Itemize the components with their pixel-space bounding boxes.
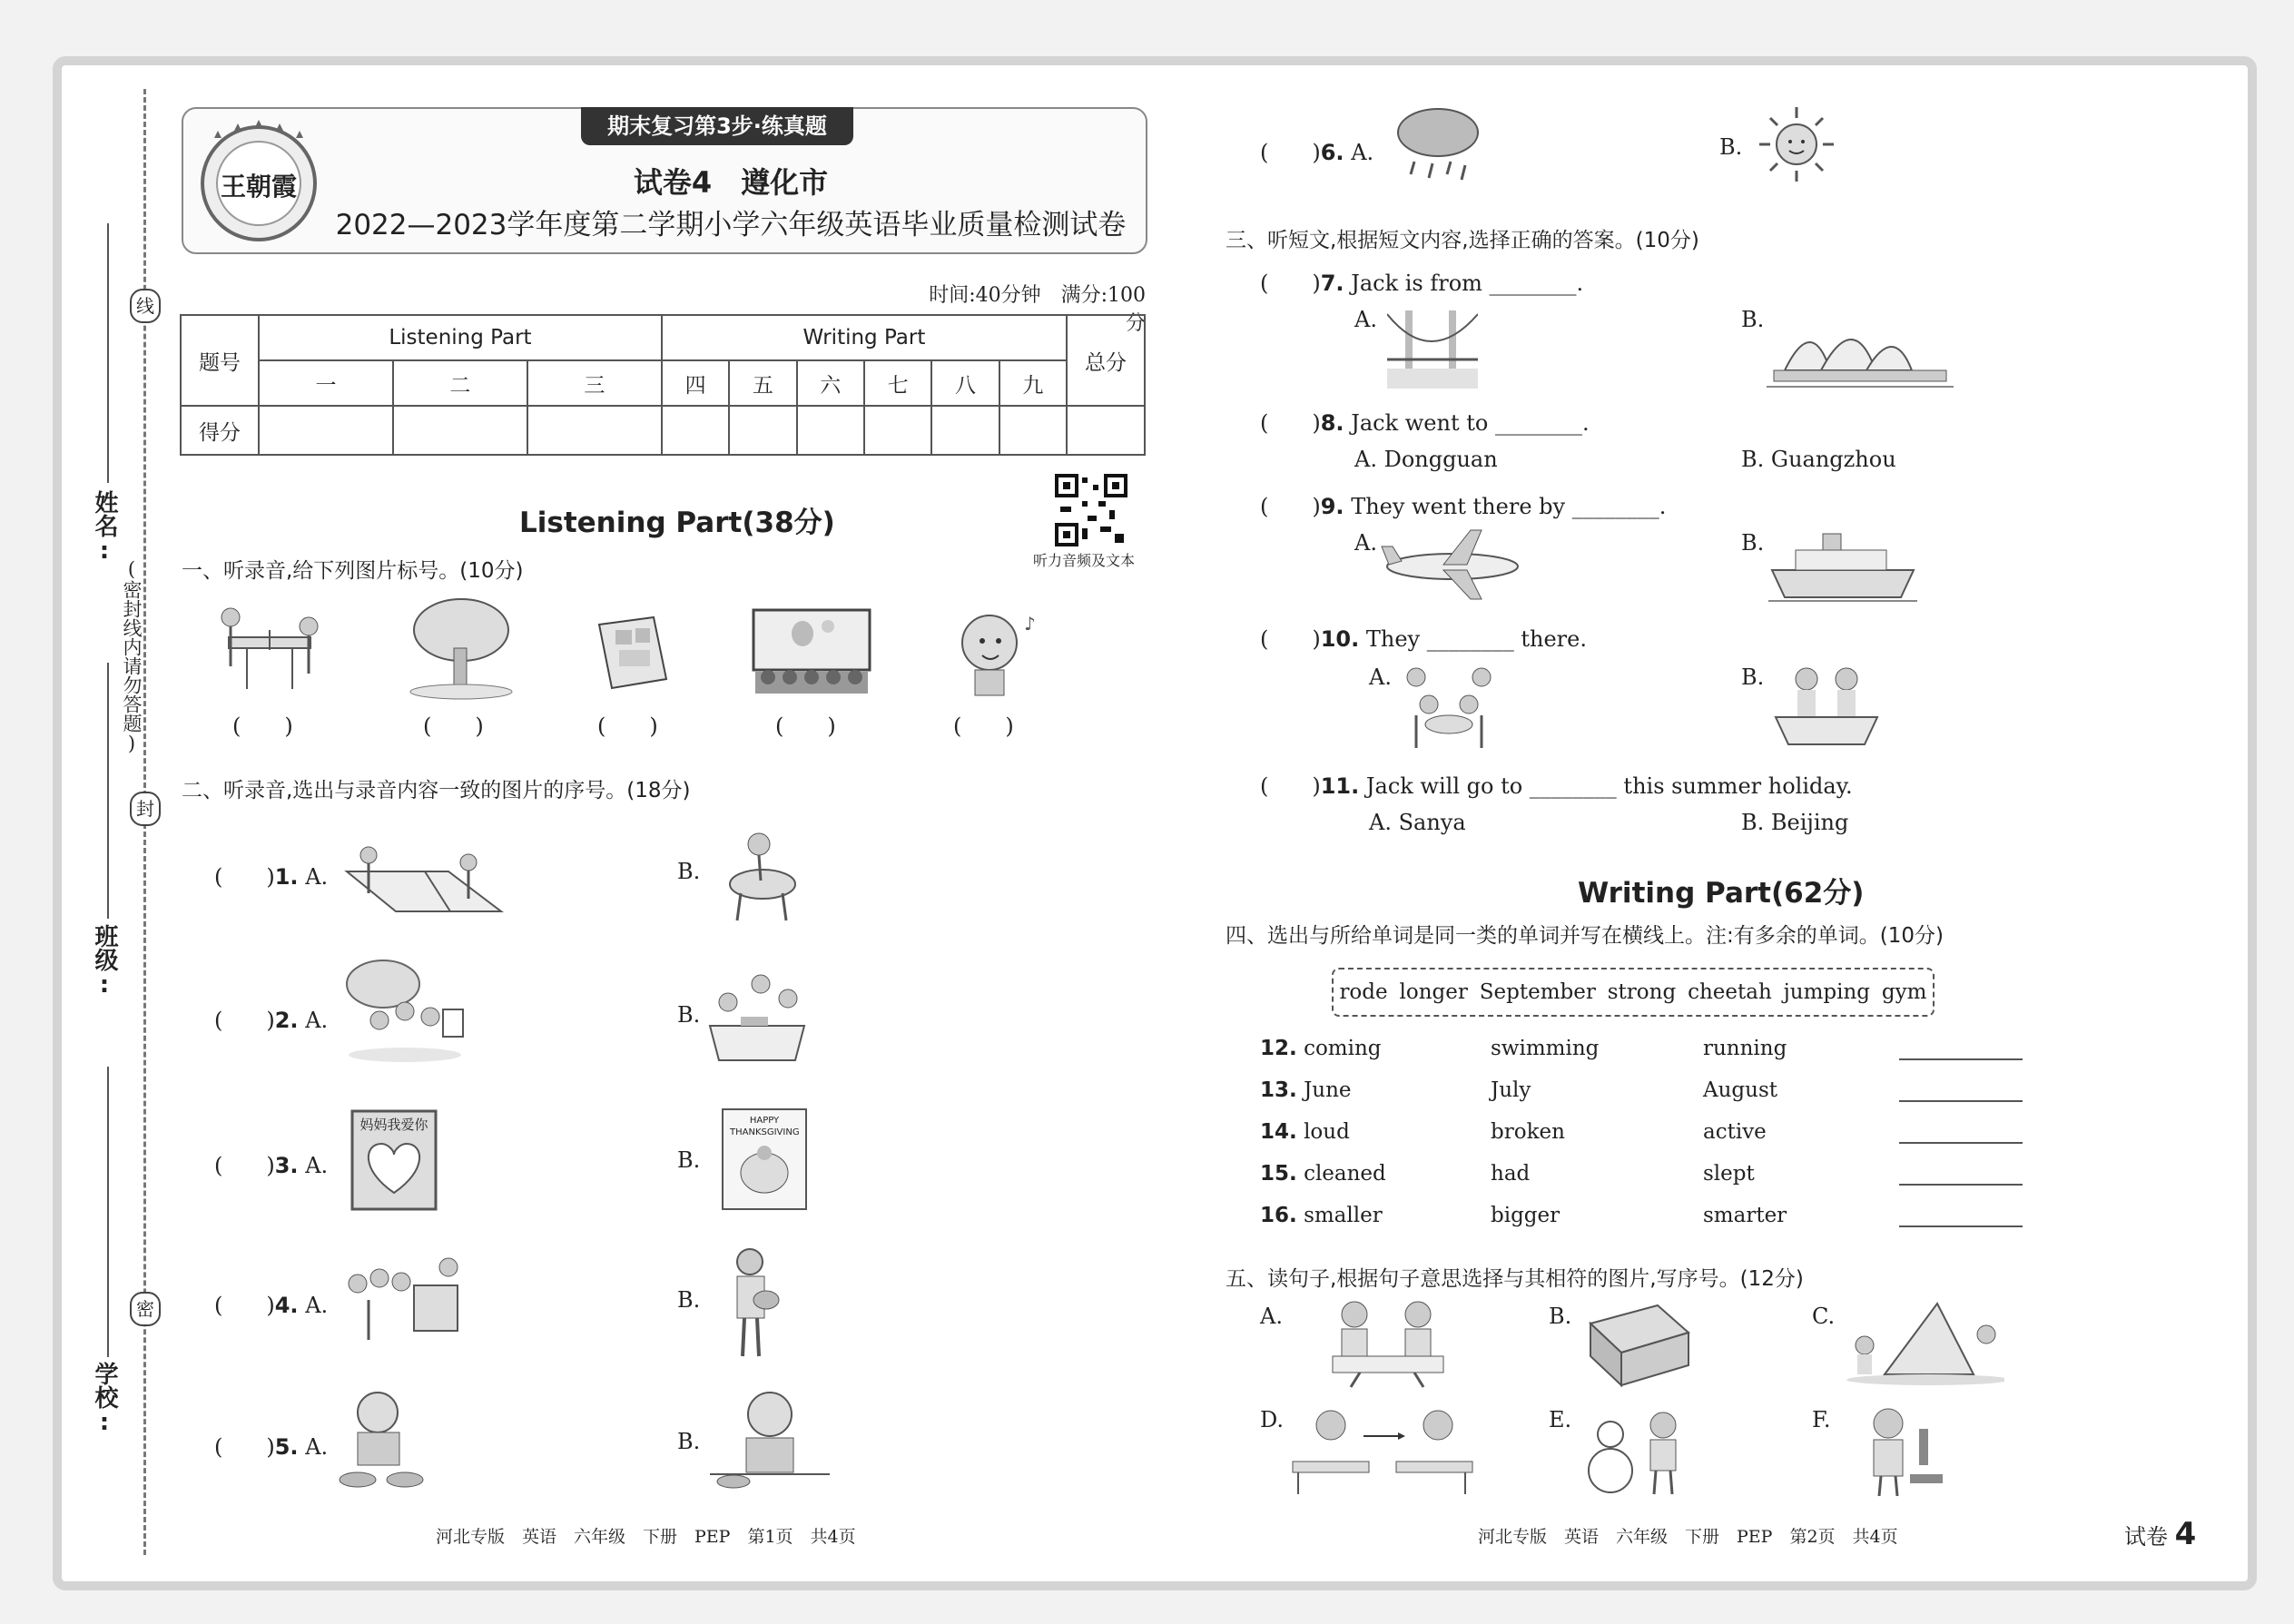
binding-note: (密封线内请勿答题) — [121, 558, 143, 754]
word-row-12-b: swimming — [1491, 1037, 1600, 1060]
class-field[interactable] — [107, 663, 109, 919]
score-writing-header: Writing Part — [662, 315, 1067, 360]
footer-left: 河北专版 英语 六年级 下册 PEP 第1页 共4页 — [436, 1527, 856, 1547]
word-row-12: 12. coming — [1260, 1037, 1382, 1060]
ping-pong-picture — [211, 594, 329, 698]
name-label: 姓名: — [91, 490, 118, 565]
exam-meta: 时间:40分钟 满分:100分 — [929, 284, 1146, 335]
school-field[interactable] — [107, 1067, 109, 1357]
q7-picture-a-bridge[interactable] — [1387, 305, 1478, 389]
section-2-title: 二、听录音,选出与录音内容一致的图片的序号。(18分) — [182, 779, 691, 802]
q9-option-a: A. — [1354, 530, 1377, 556]
answer-paren[interactable]: ( ) — [214, 1293, 275, 1318]
listening-heading: Listening Part(38分) — [519, 507, 835, 539]
q4-picture-a[interactable] — [341, 1249, 468, 1345]
score-col: 四 — [662, 360, 729, 406]
pic-label-d: D. — [1260, 1407, 1285, 1432]
qr-caption: 听力音频及文本 — [1033, 552, 1136, 569]
footer-tag: 试卷 4 — [2124, 1516, 2197, 1552]
answer-paren[interactable]: ( ) — [214, 1153, 275, 1178]
answer-paren[interactable]: ( ) — [214, 1434, 275, 1460]
section-3-title: 三、听短文,根据短文内容,选择正确的答案。(10分) — [1226, 229, 1699, 252]
picture-answer-blank[interactable]: ( ) — [775, 714, 836, 739]
q9-picture-a-plane-icon[interactable] — [1380, 527, 1525, 605]
pic-e-snowman[interactable] — [1580, 1403, 1698, 1498]
word-row-15: 15. cleaned — [1260, 1162, 1386, 1186]
pic-b-gift-box[interactable] — [1581, 1296, 1694, 1389]
q5-picture-b[interactable] — [706, 1387, 830, 1494]
tree-picture — [405, 594, 517, 701]
score-col: 七 — [864, 360, 931, 406]
word-row-13-b: July — [1491, 1078, 1531, 1102]
q3-picture-a-card[interactable] — [350, 1109, 438, 1211]
score-cell[interactable] — [393, 406, 527, 455]
word-bank-item: rode — [1339, 980, 1388, 1004]
q10-option-b: B. — [1741, 664, 1765, 690]
q2-picture-a[interactable] — [341, 957, 470, 1064]
q8-option-a[interactable]: A. Dongguan — [1354, 447, 1498, 472]
pic-label-e: E. — [1549, 1407, 1572, 1432]
score-cell[interactable] — [1067, 406, 1145, 455]
pic-c-tent-camping[interactable] — [1837, 1298, 2004, 1385]
word-bank-item: cheetah — [1688, 980, 1772, 1004]
logo-text: 王朝霞 — [220, 172, 297, 202]
q2-picture-b[interactable] — [704, 962, 810, 1064]
cinema-picture — [750, 606, 873, 697]
q3-card-b-text: HAPPY THANKSGIVING — [730, 1116, 800, 1137]
picture-answer-blank[interactable]: ( ) — [597, 714, 658, 739]
score-cell[interactable] — [729, 406, 796, 455]
word-row-13-c: August — [1703, 1078, 1778, 1102]
question-1: ( )1. A. — [214, 864, 329, 890]
q3-option-b: B. — [677, 1147, 701, 1173]
question-3: ( )3. A. — [214, 1153, 329, 1178]
word-bank-item: gym — [1881, 980, 1927, 1004]
q7-picture-b-opera-house[interactable] — [1767, 305, 1954, 392]
score-cell[interactable] — [999, 406, 1067, 455]
q1-picture-b[interactable] — [714, 824, 804, 924]
score-cell[interactable] — [864, 406, 931, 455]
word-row-14-b: broken — [1491, 1120, 1565, 1144]
q10-option-a: A. — [1369, 664, 1392, 690]
q4-picture-b[interactable] — [717, 1244, 790, 1360]
pic-d-moving-desk[interactable] — [1287, 1403, 1478, 1498]
singing-girl-picture — [948, 603, 1049, 699]
name-field[interactable] — [107, 223, 109, 483]
writing-heading: Writing Part(62分) — [1578, 877, 1865, 910]
picture-answer-blank[interactable]: ( ) — [953, 714, 1014, 739]
school-label: 学校: — [91, 1362, 118, 1436]
score-label-defen: 得分 — [181, 406, 259, 455]
question-10: ( )10. They ________ there. — [1260, 626, 1587, 652]
qr-code-icon[interactable] — [1055, 474, 1127, 546]
score-col: 三 — [527, 360, 662, 406]
word-row-14-c: active — [1703, 1120, 1767, 1144]
q10-picture-b[interactable] — [1770, 661, 1883, 752]
pic-label-f: F. — [1812, 1407, 1831, 1432]
pic-a-children-sitting[interactable] — [1324, 1298, 1452, 1389]
q1-option-b: B. — [677, 859, 701, 884]
q1-picture-a[interactable] — [341, 835, 505, 913]
question-9: ( )9. They went there by ________. — [1260, 494, 1667, 519]
word-bank-item: longer — [1399, 980, 1468, 1004]
answer-paren[interactable]: ( ) — [214, 864, 275, 890]
word-bank-item: September — [1479, 980, 1596, 1004]
q2-option-b: B. — [677, 1002, 701, 1028]
question-11: ( )11. Jack will go to ________ this summer holiday. — [1260, 773, 1853, 799]
score-cell[interactable] — [797, 406, 864, 455]
answer-paren[interactable]: ( ) — [1260, 140, 1321, 165]
q10-picture-a[interactable] — [1398, 661, 1500, 752]
answer-paren[interactable]: ( ) — [1260, 773, 1321, 799]
binding-char-feng: 封 — [130, 792, 161, 826]
q4-option-b: B. — [677, 1287, 701, 1313]
score-listening-header: Listening Part — [259, 315, 662, 360]
paper-subtitle: 2022—2023学年度第二学期小学六年级英语毕业质量检测试卷 — [335, 209, 1127, 241]
score-col: 八 — [931, 360, 999, 406]
word-bank-item: strong — [1607, 980, 1677, 1004]
comic-book-picture — [594, 615, 672, 690]
score-col: 二 — [393, 360, 527, 406]
question-5: ( )5. A. — [214, 1434, 329, 1460]
word-bank-item: jumping — [1783, 980, 1871, 1004]
score-cell[interactable] — [259, 406, 393, 455]
score-col: 五 — [729, 360, 796, 406]
pic-label-b: B. — [1549, 1304, 1572, 1329]
question-8: ( )8. Jack went to ________. — [1260, 410, 1590, 436]
picture-answer-blank[interactable]: ( ) — [423, 714, 484, 739]
q9-option-b: B. — [1741, 530, 1765, 556]
q6-picture-a-rain-icon[interactable] — [1393, 102, 1483, 191]
q5-option-b: B. — [677, 1429, 701, 1454]
binding-char-mi: 密 — [130, 1292, 161, 1326]
q6-option-b: B. — [1719, 134, 1743, 160]
word-bank — [1332, 968, 1935, 1017]
pic-f-science-microscope[interactable] — [1857, 1402, 1952, 1498]
q3-card-text: 妈妈我爱你 — [359, 1117, 428, 1133]
word-row-13: 13. June — [1260, 1078, 1352, 1102]
score-col: 六 — [797, 360, 864, 406]
section-1-title: 一、听录音,给下列图片标号。(10分) — [182, 559, 524, 583]
svg-text:♪: ♪ — [1024, 613, 1036, 635]
section-5-title: 五、读句子,根据句子意思选择与其相符的图片,写序号。(12分) — [1226, 1267, 1804, 1291]
word-row-12-c: running — [1703, 1037, 1787, 1060]
question-6: ( )6. A. — [1260, 140, 1374, 165]
q8-option-b[interactable]: B. Guangzhou — [1741, 447, 1896, 472]
score-cell[interactable] — [662, 406, 729, 455]
word-row-14: 14. loud — [1260, 1120, 1350, 1144]
answer-line-15[interactable] — [1899, 1184, 2023, 1186]
paper-title: 试卷4 遵化市 — [633, 165, 829, 200]
answer-line-16[interactable] — [1899, 1225, 2023, 1227]
question-7: ( )7. Jack is from ________. — [1260, 271, 1584, 296]
q11-option-a[interactable]: A. Sanya — [1369, 810, 1466, 835]
answer-line-12[interactable] — [1899, 1058, 2023, 1060]
answer-paren[interactable]: ( ) — [214, 1008, 275, 1033]
word-row-15-c: slept — [1703, 1162, 1755, 1186]
word-row-16-c: smarter — [1703, 1204, 1787, 1227]
answer-paren[interactable]: ( ) — [1260, 494, 1321, 519]
word-row-16: 16. smaller — [1260, 1204, 1383, 1227]
pic-label-a: A. — [1260, 1304, 1283, 1329]
q11-option-b[interactable]: B. Beijing — [1741, 810, 1849, 835]
score-cell[interactable] — [527, 406, 662, 455]
publisher-logo — [195, 118, 322, 243]
word-row-15-b: had — [1491, 1162, 1531, 1186]
score-col: 一 — [259, 360, 393, 406]
score-cell[interactable] — [931, 406, 999, 455]
q6-picture-b-sun-icon[interactable] — [1756, 103, 1837, 185]
q9-picture-b-ship-icon[interactable] — [1768, 525, 1917, 605]
question-4: ( )4. A. — [214, 1293, 329, 1318]
answer-line-13[interactable] — [1899, 1100, 2023, 1102]
score-col: 九 — [999, 360, 1067, 406]
footer-right: 河北专版 英语 六年级 下册 PEP 第2页 共4页 — [1478, 1527, 1898, 1547]
q3-picture-b-card[interactable] — [721, 1107, 808, 1211]
q7-option-b: B. — [1741, 307, 1765, 332]
answer-paren[interactable]: ( ) — [1260, 626, 1321, 652]
score-table — [180, 314, 1146, 456]
binding-char-xian: 线 — [130, 289, 161, 323]
question-2: ( )2. A. — [214, 1008, 329, 1033]
answer-paren[interactable]: ( ) — [1260, 410, 1321, 436]
section-4-title: 四、选出与所给单词是同一类的单词并写在横线上。注:有多余的单词。(10分) — [1226, 924, 1944, 948]
q7-option-a: A. — [1354, 307, 1377, 332]
score-label-tihao: 题号 — [181, 315, 259, 406]
header-banner: 期末复习第3步·练真题 — [581, 107, 853, 145]
score-total-header: 总分 — [1067, 315, 1145, 406]
answer-line-14[interactable] — [1899, 1142, 2023, 1144]
word-row-16-b: bigger — [1491, 1204, 1561, 1227]
picture-answer-blank[interactable]: ( ) — [232, 714, 293, 739]
class-label: 班级: — [91, 924, 118, 999]
q5-picture-a[interactable] — [338, 1387, 428, 1494]
pic-label-c: C. — [1812, 1304, 1836, 1329]
answer-paren[interactable]: ( ) — [1260, 271, 1321, 296]
